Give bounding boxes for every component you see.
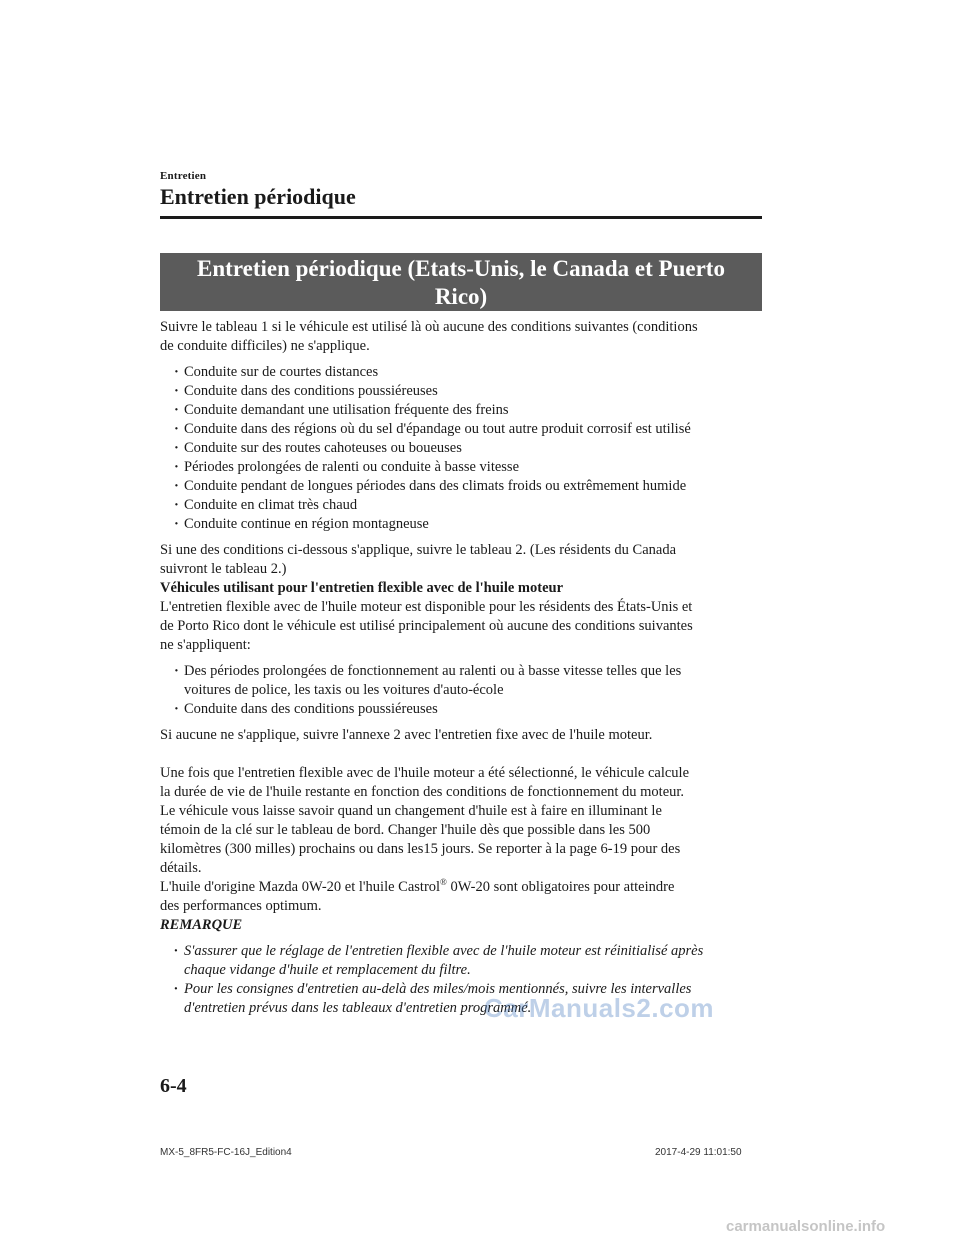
section-label: Entretien	[160, 170, 207, 182]
oil-life-line-5: kilomètres (300 milles) prochains ou dans les15 jours. Se reporter à la page 6-19 pour des	[160, 841, 681, 857]
list-item	[184, 700, 765, 719]
flex-line-3: ne s'appliquent:	[160, 637, 251, 653]
section-title: Entretien périodique	[160, 184, 356, 209]
intro-line-2: de conduite difficiles) ne s'applique.	[160, 338, 370, 354]
flex-line-1: L'entretien flexible avec de l'huile moteur est disponible pour les résidents des États-Unis et	[160, 599, 693, 615]
list-item: · Conduite dans des régions où du sel d'épandage ou tout autre produit corrosif est utilisé	[184, 420, 765, 439]
list-item-line-1: S'assurer que le réglage de l'entretien flexible avec de l'huile moteur est réinitialisé après	[184, 943, 704, 959]
intro-paragraph	[160, 318, 765, 356]
list-item-line-1: Pour les consignes d'entretien au-delà des miles/mois mentionnés, suivre les intervalles	[184, 981, 692, 997]
watermark-logo: CarManuals2.com	[484, 993, 715, 1023]
header-rule	[160, 216, 762, 219]
list-item: · Conduite pendant de longues périodes dans des climats froids ou extrêmement humide	[184, 477, 765, 496]
doc-id: MX-5_8FR5-FC-16J_Edition4	[160, 1147, 292, 1158]
list-item: · Conduite dans des conditions poussiéreuses	[184, 382, 765, 401]
difficult-conditions-list	[160, 363, 765, 534]
watermark-site: carmanualsonline.info	[726, 1218, 886, 1235]
annex-paragraph: Si aucune ne s'applique, suivre l'annexe 2 avec l'entretien fixe avec de l'huile moteur.	[160, 727, 653, 743]
list-item: · Périodes prolongées de ralenti ou conduite à basse vitesse	[184, 458, 765, 477]
flex-line-2: de Porto Rico dont le véhicule est utilisé principalement où aucune des conditions suivantes	[160, 618, 693, 634]
registered-mark: ®	[440, 877, 447, 888]
flex-conditions-list	[160, 662, 765, 719]
list-item: · Conduite en climat très chaud	[184, 496, 765, 515]
list-item: · Conduite sur de courtes distances	[184, 363, 765, 382]
oil-life-line-2: la durée de vie de l'huile restante en fonction des conditions de fonctionnement du moteur.	[160, 784, 685, 800]
page-content	[160, 318, 765, 1025]
flex-paragraph	[160, 598, 765, 655]
oil-spec-paragraph	[160, 878, 765, 916]
list-item-line-2: voitures de police, les taxis ou les voitures d'auto-école	[184, 682, 504, 698]
table2-line-1: Si une des conditions ci-dessous s'applique, suivre le tableau 2. (Les résidents du Canada	[160, 542, 677, 558]
banner-title-line-1: Entretien périodique (Etats-Unis, le Canada et Puerto	[197, 256, 725, 281]
table2-paragraph	[160, 541, 765, 579]
list-item-line-1: Des périodes prolongées de fonctionnement au ralenti ou à basse vitesse telles que les	[184, 663, 682, 679]
intro-line-1: Suivre le tableau 1 si le véhicule est utilisé là où aucune des conditions suivantes (conditions	[160, 319, 698, 335]
list-item	[184, 942, 765, 980]
oil-spec-text-b: 0W-20 sont obligatoires pour atteindre	[446, 879, 675, 895]
list-item: · Conduite sur des routes cahoteuses ou boueuses	[184, 439, 765, 458]
oil-life-line-1: Une fois que l'entretien flexible avec de l'huile moteur a été sélectionné, le véhicule calcule	[160, 765, 690, 781]
oil-life-line-3: Le véhicule vous laisse savoir quand un changement d'huile est à faire en illuminant le	[160, 803, 662, 819]
page-number: 6-4	[160, 1075, 187, 1097]
oil-spec-text-a: L'huile d'origine Mazda 0W-20 et l'huile Castrol	[160, 879, 441, 895]
oil-life-line-6: détails.	[160, 860, 202, 876]
flex-heading: Véhicules utilisant pour l'entretien flexible avec de l'huile moteur	[160, 580, 564, 596]
list-item: · Conduite demandant une utilisation fréquente des freins	[184, 401, 765, 420]
chapter-banner	[160, 253, 762, 311]
table2-line-2: suivront le tableau 2.)	[160, 561, 287, 577]
list-item-line-2: d'entretien prévus dans les tableaux d'entretien programmé.	[184, 1000, 532, 1016]
oil-life-line-4: témoin de la clé sur le tableau de bord. Changer l'huile dès que possible dans les 500	[160, 822, 651, 838]
list-item: · Conduite continue en région montagneuse	[184, 515, 765, 534]
list-item-line-1: Conduite dans des conditions poussiéreuses	[184, 701, 438, 717]
list-item-line-2: chaque vidange d'huile et remplacement du filtre.	[184, 962, 471, 978]
print-timestamp: 2017-4-29 11:01:50	[655, 1147, 742, 1158]
oil-spec-line-2: des performances optimum.	[160, 898, 322, 914]
banner-title-line-2: Rico)	[434, 284, 488, 309]
list-item	[184, 662, 765, 700]
oil-life-paragraph	[160, 764, 765, 878]
remarque-heading: REMARQUE	[160, 917, 243, 933]
